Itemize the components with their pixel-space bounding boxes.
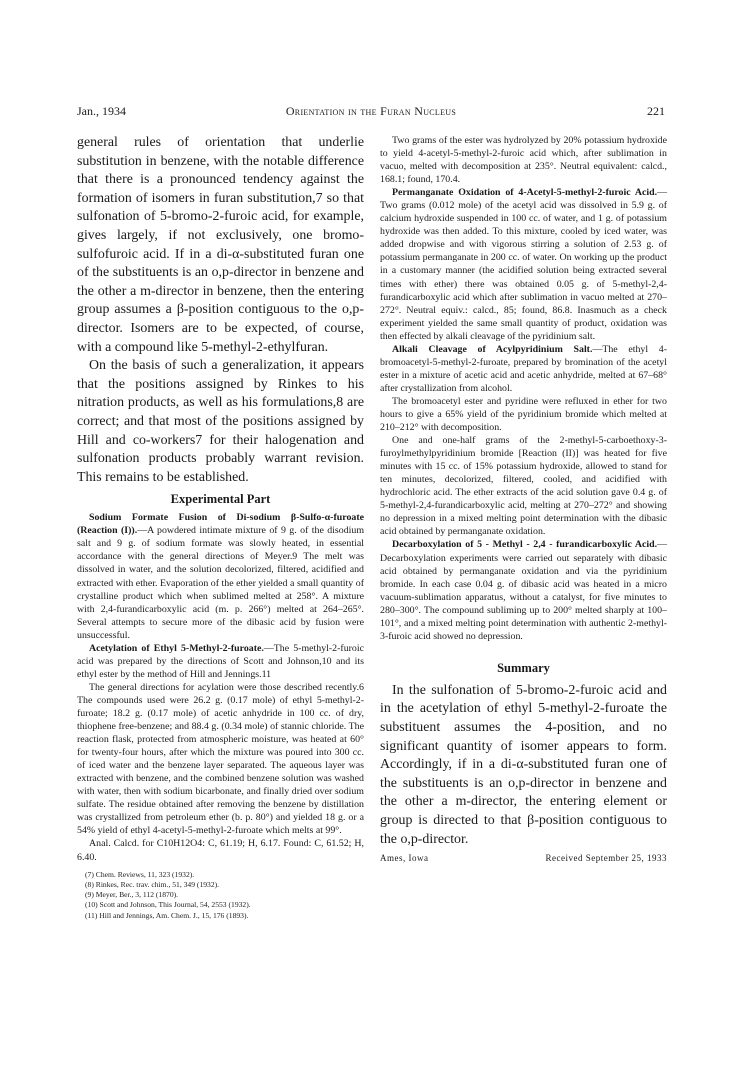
page-number: 221	[647, 104, 665, 118]
right-column	[380, 134, 667, 865]
header-date: Jan., 1934	[77, 104, 126, 118]
summary-title: Summary	[497, 660, 550, 675]
paragraph-decarboxylation	[380, 538, 667, 642]
paragraph-body: —The 5-methyl-2-furoic acid was prepared by the directions of Scott and Johnson,10 and its ethyl ester by the method of Hill and Jennings.11	[77, 642, 364, 680]
page-header	[77, 104, 665, 120]
paragraph-permanganate	[380, 186, 667, 343]
footnote: (10) Scott and Johnson, This Journal, 54, 2553 (1932).	[85, 900, 251, 910]
paragraph-formate-fusion	[77, 511, 364, 641]
paragraph-body: —The ethyl 4-bromoacetyl-5-methyl-2-furoate, prepared by bromination of the acetyl ester in a mixture of acetic acid and acetic anhydride, melted at 67–68° after crystallization from alcohol.	[380, 343, 668, 394]
paragraph-heading: Sodium Formate Fusion of Di-sodium β-Sulfo-α-furoate (Reaction (I)).	[77, 512, 364, 537]
summary-text: In the sulfonation of 5-bromo-2-furoic acid and in the acetylation of ethyl 5-methyl-2-furoate the substituent assumes the 4-position, and no significant quantity of isomer appears to form. Accordingly, if in a di-α-substituted furan one of the substituents is an o,p-director in benzene and the other a m-director, the entering element or group is directed to that β-position contiguous to the o,p-director.	[380, 682, 667, 847]
address-line	[380, 853, 667, 865]
footnote: (7) Chem. Reviews, 11, 323 (1932).	[85, 869, 195, 879]
section-title: Experimental Part	[170, 492, 271, 507]
paragraph-body: —Decarboxylation experiments were carried out separately with dibasic acid obtained by permanganate oxidation and via the pyridinium bromide. In each case 0.04 g. of dibasic acid was heated in a micro vacuum-sublimation apparatus, without a catalyst, for five minutes to 280–300°. The compound subliming up to 200° melted sharply at 100–101°, and a mixed melting point determination with authentic 2-methyl-3-furoic acid showed no depression.	[380, 539, 667, 642]
footnote: (11) Hill and Jennings, Am. Chem. J., 15, 176 (1893).	[85, 910, 249, 920]
intro-paragraph-1: general rules of orientation that underlie substitution in benzene, with the notable difference that there is a pronounced tendency against the formation of isomers in furan substitution,7 so that sulfonation of 5-bromo-2-furoic acid, for example, gives largely, if not exclusively, one bromo-sulfofuroic acid. If in a di-α-substituted furan one of the substituents is an o,p-director in benzene and the other a m-director in benzene, then the entering group assumes a β-position contiguous to the o,p-director. Isomers are to be expected, of course, with a compound like 5-methyl-2-ethylfuran.	[77, 135, 364, 355]
paragraph-body: —Two grams (0.012 mole) of the acetyl acid was dissolved in 5.9 g. of calcium hydroxide suspended in 100 cc. of water, and 1 g. of potassium hydroxide was then added. To this mixture, cooled by iced water, was added dropwise and with vigorous stirring a solution of 2.53 g. of potassium permanganate in 200 cc. of water. On working up the product in a customary manner (the acidified solution being extracted several times with ether) there was obtained 0.05 g. of 5-methyl-2,4-furandicarboxylic acid which after sublimation in vacuo melted at 270–272°. Neutral equiv.: calcd., 85; found, 86.8. Inasmuch as a check experiment yielded the same small quantity of product, oxidation was then effected by alkali cleavage of the pyridinium salt.	[380, 187, 667, 342]
paragraph-bromoacetyl: The bromoacetyl ester and pyridine were refluxed in ether for two hours to give a 65% yield of the pyridinium bromide which melted at 210–212° with decomposition.	[380, 395, 667, 434]
paragraph-heading: Alkali Cleavage of Acylpyridinium Salt.	[392, 343, 593, 355]
paragraph-hydrolysis: Two grams of the ester was hydrolyzed by 20% potassium hydroxide to yield 4-acetyl-5-methyl-2-furoic acid which, after sublimation in vacuo, melted with decomposition at 235°. Neutral equivalent: calcd., 168.1; found, 170.4.	[380, 135, 667, 186]
received-date: Received September 25, 1933	[545, 853, 667, 864]
running-title: Orientation in the Furan Nucleus	[285, 104, 457, 118]
paragraph-alkali-cleavage	[380, 343, 667, 395]
footnotes	[77, 870, 364, 921]
left-column	[77, 134, 364, 921]
location: Ames, Iowa	[380, 853, 429, 864]
paragraph-heading: Permanganate Oxidation of 4-Acetyl-5-methyl-2-furoic Acid.	[392, 187, 658, 199]
paragraph-acylation-directions: The general directions for acylation were those described recently.6 The compounds used were 26.2 g. (0.17 mole) of ethyl 5-methyl-2-furoate; 18.2 g. (0.17 mole) of acetic anhydride in 100 cc. of dry, thiophene free-benzene; and 88.4 g. (0.34 mole) of stannic chloride. The reaction flask, protected from atmospheric moisture, was heated at 60° for twenty-four hours, after which the mixture was poured into 300 cc. of iced water and the benzene layer separated. The aqueous layer was extracted with benzene, and the combined benzene solution was washed with water, then with sodium bicarbonate, and finally dried over sodium sulfate. The residue obtained after removing the benzene by distillation was crystallized from petroleum ether (b. p. 80°) and yielded 18 g. or a 54% yield of ethyl 4-acetyl-5-methyl-2-furoate which melts at 99°.	[77, 681, 364, 837]
footnote: (8) Rinkes, Rec. trav. chim., 51, 349 (1932).	[85, 879, 220, 889]
paragraph-heading: Decarboxylation of 5 - Methyl - 2,4 - furandicarboxylic Acid.	[392, 539, 658, 551]
paragraph-heading: Acetylation of Ethyl 5-Methyl-2-furoate.	[89, 642, 264, 654]
paragraph-pyridinium: One and one-half grams of the 2-methyl-5-carboethoxy-3-furoylmethylpyridinium bromide [Reaction (II)] was heated for five minutes with 15 cc. of 15% potassium hydroxide, allowed to stand for ten minutes, decolorized, filtered, cooled, and acidified with hydrochloric acid. The ether extracts of the acid solution gave 0.4 g. of 5-methyl-2,4-furandicarboxylic acid, melting at 270–272° and showing no depression in a mixed melting point determination with the dibasic acid obtained by permanganate oxidation.	[380, 435, 667, 538]
intro-paragraph-2: On the basis of such a generalization, it appears that the positions assigned by Rinkes to his nitration products, as well as his formulations,8 are correct; and that most of the positions assigned by Hill and co-workers7 for their halogenation and sulfonation products probably warrant revision. This remains to be established.	[77, 358, 364, 485]
footnote: (9) Meyer, Ber., 3, 112 (1870).	[85, 890, 179, 900]
paragraph-analysis: Anal. Calcd. for C10H12O4: C, 61.19; H, 6.17. Found: C, 61.52; H, 6.40.	[77, 838, 364, 863]
paragraph-acetylation	[77, 642, 364, 681]
paragraph-body: —A powdered intimate mixture of 9 g. of the disodium salt and 9 g. of sodium formate was slowly heated, in essential accordance with the general directions of Meyer.9 The melt was dissolved in water, and the solution decolorized, filtered, acidified and extracted with ether. Evaporation of the ether yielded a small quantity of crystalline product which when sublimed melted at 258°. A mixture with 2,4-furandicarboxylic acid (m. p. 266°) melted at 264–265°. Several attempts to secure more of the dibasic acid by fusion were unsuccessful.	[77, 525, 365, 641]
